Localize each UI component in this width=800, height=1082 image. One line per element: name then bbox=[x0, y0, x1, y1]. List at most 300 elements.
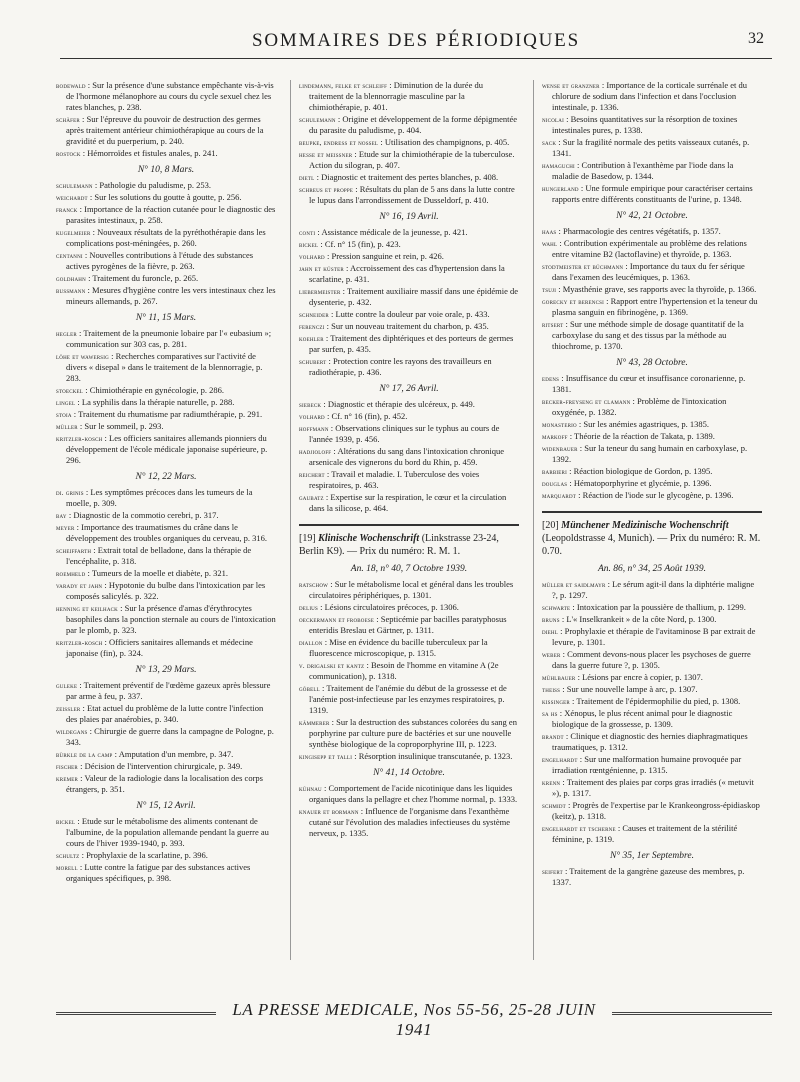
entry-separator: : bbox=[75, 816, 82, 826]
index-entry bbox=[299, 683, 519, 716]
entry-author: krenn bbox=[542, 778, 561, 787]
entry-author: theiss bbox=[542, 685, 561, 694]
index-entry bbox=[299, 660, 519, 682]
entry-author: schulemann bbox=[56, 181, 93, 190]
index-entry bbox=[299, 263, 519, 285]
journal-number: [19] bbox=[299, 533, 316, 544]
entry-text: Traitement du rhumatisme par radiumthérapie, p. 291. bbox=[78, 409, 263, 419]
column-middle bbox=[290, 80, 525, 960]
entry-author: edens bbox=[542, 374, 560, 383]
entry-author: meyer bbox=[56, 523, 75, 532]
index-entry bbox=[542, 419, 762, 430]
entry-separator: : bbox=[577, 443, 585, 453]
index-entry bbox=[56, 773, 276, 795]
index-entry bbox=[542, 261, 762, 283]
entry-text: Accroissement des cas d'hypertension dans la scarlatine, p. 431. bbox=[309, 263, 505, 284]
entry-author: hamaguchi bbox=[542, 161, 575, 170]
entry-author: centanni bbox=[56, 251, 83, 260]
index-entry bbox=[542, 490, 762, 501]
entry-author: kritzler-kosch bbox=[56, 638, 103, 647]
entry-text: Comment devons-nous placer les psychoses de guerre dans la guerre future ?, p. 1305. bbox=[552, 649, 751, 670]
entry-separator: : bbox=[77, 862, 85, 872]
index-entry bbox=[56, 850, 276, 861]
entry-author: hungerland bbox=[542, 184, 579, 193]
entry-separator: : bbox=[77, 761, 85, 771]
entry-author: stoeckel bbox=[56, 386, 84, 395]
entry-separator: : bbox=[326, 356, 334, 366]
entry-text: Chirurgie de guerre dans la campagne de Pologne, p. 343. bbox=[66, 726, 274, 747]
entry-author: weber bbox=[542, 650, 561, 659]
index-entry bbox=[56, 726, 276, 748]
entry-text: Sur la fragilité normale des petits vaisseaux cutanés, p. 1341. bbox=[552, 137, 750, 158]
entry-author: bickel bbox=[56, 817, 76, 826]
index-entry bbox=[56, 328, 276, 350]
entry-author: kingisepp et talli bbox=[299, 752, 353, 761]
entry-author: roemheld bbox=[56, 569, 86, 578]
entry-separator: : bbox=[343, 263, 351, 273]
entry-text: La syphilis dans la thérapie naturelle, p. 288. bbox=[81, 397, 235, 407]
footer-text: LA PRESSE MEDICALE, Nos 55-56, 25-28 JUIN 1941 bbox=[232, 1000, 596, 1039]
entry-author: oeckermann et froboese bbox=[299, 615, 375, 624]
entry-text: Diagnostic et thérapie des ulcéreux, p. 449. bbox=[327, 399, 475, 409]
entry-separator: : bbox=[82, 250, 90, 260]
index-entry bbox=[542, 731, 762, 753]
entry-text: Expertise sur la respiration, le cœur et la circulation dans la silicose, p. 464. bbox=[309, 492, 507, 513]
index-entry bbox=[542, 754, 762, 776]
entry-text: Comportement de l'acide nicotinique dans les liquides organiques dans la pellagre et chez l'homme normal, p. 1333. bbox=[309, 783, 518, 804]
column-right bbox=[533, 80, 768, 960]
entry-text: Les officiers sanitaires allemands pionniers du développement de l'école médicale japonaise supérieure, p. 296. bbox=[66, 433, 268, 465]
entry-separator: : bbox=[604, 296, 611, 306]
entry-author: widenbauer bbox=[542, 444, 578, 453]
entry-separator: : bbox=[560, 777, 567, 787]
entry-author: bruns bbox=[542, 615, 560, 624]
index-entry bbox=[542, 226, 762, 237]
entry-author: hegler bbox=[56, 329, 77, 338]
entry-author: reichert bbox=[299, 470, 325, 479]
entry-separator: : bbox=[90, 227, 98, 237]
index-entry bbox=[542, 160, 762, 182]
entry-text: Traitement de la pneumonie lobaire par l'« eubasium »; communication sur 303 cas, p. 281. bbox=[66, 328, 272, 349]
index-entry bbox=[56, 680, 276, 702]
index-entry bbox=[542, 296, 762, 318]
entry-author: varady et jahn bbox=[56, 581, 103, 590]
index-entry bbox=[56, 510, 276, 521]
issue-heading: N° 35, 1er Septembre. bbox=[610, 851, 694, 861]
page-title: SOMMAIRES DES PÉRIODIQUES bbox=[252, 30, 580, 51]
entry-author: wense et granzner bbox=[542, 81, 600, 90]
entry-author: schulemann bbox=[299, 115, 336, 124]
entry-text: Sur la teneur du sang humain en carboxylase, p. 1392. bbox=[552, 443, 748, 464]
index-entry bbox=[299, 602, 519, 613]
entry-text: Cf. n° 15 (fin), p. 423. bbox=[324, 239, 401, 249]
entry-text: Résorption insulinique transcutanée, p. 1323. bbox=[358, 751, 513, 761]
entry-text: Sur une malformation humaine provoquée par irradiation rœntgénienne, p. 1315. bbox=[552, 754, 742, 775]
entry-text: Etude sur la chimiothérapie de la tuberculose. Action du silogran, p. 407. bbox=[309, 149, 515, 170]
entry-author: stoia bbox=[56, 410, 72, 419]
index-entry bbox=[56, 703, 276, 725]
index-entry bbox=[542, 777, 762, 799]
entry-text: Sur une méthode simple de dosage quantitatif de la carboxylase du sang et des tissus par la méthode au thiochrome, p. 1370. bbox=[552, 319, 744, 351]
index-entry bbox=[299, 114, 519, 136]
entry-author: hadjioloff bbox=[299, 447, 332, 456]
entry-separator: : bbox=[576, 490, 583, 500]
index-entry bbox=[542, 478, 762, 489]
page-footer bbox=[56, 998, 772, 1039]
entry-separator: : bbox=[335, 114, 343, 124]
index-entry bbox=[299, 172, 519, 183]
entry-separator: : bbox=[76, 328, 84, 338]
index-entry bbox=[542, 672, 762, 683]
entry-text: Besoins quantitatives sur la résorption de toxines intestinales pures, p. 1338. bbox=[552, 114, 738, 135]
entry-text: Assistance médicale de la jeunesse, p. 421. bbox=[321, 227, 468, 237]
index-entry bbox=[299, 227, 519, 238]
index-entry bbox=[56, 180, 276, 191]
entry-text: Hémorroïdes et fistules anales, p. 241. bbox=[87, 148, 218, 158]
entry-separator: : bbox=[80, 703, 88, 713]
entry-separator: : bbox=[556, 284, 563, 294]
columns bbox=[56, 80, 768, 960]
entry-author: engelhardt bbox=[542, 755, 578, 764]
index-entry bbox=[542, 80, 762, 113]
entry-text: Observations cliniques sur le typhus au cours de l'année 1939, p. 456. bbox=[309, 423, 500, 444]
index-entry bbox=[542, 137, 762, 159]
entry-separator: : bbox=[578, 183, 586, 193]
index-entry bbox=[56, 568, 276, 579]
entry-author: schmidt bbox=[542, 801, 566, 810]
entry-separator: : bbox=[85, 285, 93, 295]
entry-separator: : bbox=[562, 866, 570, 876]
entry-text: Insuffisance du cœur et insuffisance coronarienne, p. 1381. bbox=[552, 373, 746, 394]
entry-separator: : bbox=[623, 261, 630, 271]
index-entry bbox=[542, 649, 762, 671]
index-entry bbox=[299, 806, 519, 839]
entry-separator: : bbox=[378, 137, 385, 147]
entry-separator: : bbox=[630, 396, 638, 406]
entry-separator: : bbox=[364, 660, 371, 670]
entry-separator: : bbox=[112, 749, 119, 759]
entry-text: Origine et développement de la forme dépigmentée du parasite du paludisme, p. 404. bbox=[309, 114, 518, 135]
entry-author: goldhahn bbox=[56, 274, 86, 283]
entry-text: Causes et traitement de la stérilité féminine, p. 1319. bbox=[552, 823, 738, 844]
index-entry bbox=[56, 522, 276, 544]
entry-author: sack bbox=[542, 138, 557, 147]
entry-text: Influence de l'organisme dans l'exanthème cutané sur l'évolution des maladies infectieuses du système nerveux, p. 1335. bbox=[309, 806, 510, 838]
entry-text: Traitement de l'anémie du début de la grossesse et de l'anémie post-infectieuse par les enzymes respiratoires, p. 1319. bbox=[309, 683, 507, 715]
entry-separator: : bbox=[557, 708, 565, 718]
entry-separator: : bbox=[323, 492, 331, 502]
index-entry bbox=[56, 148, 276, 159]
entry-separator: : bbox=[563, 731, 571, 741]
index-entry bbox=[56, 603, 276, 636]
index-entry bbox=[299, 783, 519, 805]
entry-separator: : bbox=[352, 751, 359, 761]
issue-heading: N° 43, 28 Octobre. bbox=[616, 358, 688, 368]
header-rule bbox=[60, 58, 772, 59]
entry-separator: : bbox=[566, 466, 574, 476]
index-entry bbox=[56, 114, 276, 147]
index-entry bbox=[542, 238, 762, 260]
entry-text: Sur la présence d'amas d'érythrocytes basophiles dans la ponction sternale au cours de l'intoxication par le plomb, p. 323. bbox=[66, 603, 276, 635]
entry-author: bussmann bbox=[56, 286, 86, 295]
entry-separator: : bbox=[358, 806, 366, 816]
entry-author: barbieri bbox=[542, 467, 567, 476]
entry-text: Hypotonie du bulbe dans l'intoxication par les composés salicylés. p. 322. bbox=[66, 580, 266, 601]
entry-author: kugelmeier bbox=[56, 228, 91, 237]
issue-heading: N° 42, 21 Octobre. bbox=[616, 211, 688, 221]
entry-separator: : bbox=[324, 411, 332, 421]
entry-author: müller et saidlmayr bbox=[542, 580, 606, 589]
issue-heading: N° 16, 19 Avril. bbox=[379, 212, 439, 222]
entry-author: bodewald bbox=[56, 81, 86, 90]
entry-separator: : bbox=[83, 487, 91, 497]
entry-separator: : bbox=[321, 783, 329, 793]
entry-author: volhard bbox=[299, 252, 325, 261]
entry-author: kissinger bbox=[542, 697, 570, 706]
entry-author: knauer et bormann bbox=[299, 807, 359, 816]
journal-name: Klinische Wochenschrift bbox=[318, 533, 420, 544]
entry-text: Importance du taux du fer sérique dans l'examen des leucémiques, p. 1363. bbox=[552, 261, 745, 282]
entry-text: L'« Inselkrankeit » de la côte Nord, p. 1300. bbox=[566, 614, 717, 624]
entry-author: müller bbox=[56, 422, 78, 431]
entry-separator: : bbox=[324, 251, 332, 261]
index-entry bbox=[56, 250, 276, 272]
issue-heading: An. 86, n° 34, 25 Août 1939. bbox=[597, 564, 707, 574]
entry-separator: : bbox=[599, 80, 607, 90]
entry-author: diallon bbox=[299, 638, 323, 647]
entry-text: Sur les anémies agastriques, p. 1385. bbox=[583, 419, 709, 429]
entry-separator: : bbox=[352, 149, 359, 159]
entry-text: Besoin de l'homme en vitamine A (2e communication), p. 1318. bbox=[309, 660, 499, 681]
entry-author: di. grinis bbox=[56, 488, 84, 497]
entry-separator: : bbox=[85, 568, 92, 578]
entry-separator: : bbox=[563, 114, 571, 124]
entry-author: ferenczi bbox=[299, 322, 325, 331]
entry-author: wahl bbox=[542, 239, 558, 248]
index-entry bbox=[56, 192, 276, 203]
index-entry bbox=[542, 800, 762, 822]
index-entry bbox=[56, 816, 276, 849]
index-entry bbox=[542, 602, 762, 613]
journal-number: [20] bbox=[542, 520, 559, 531]
entry-text: Protection contre les rayons des travailleurs en radiothérapie, p. 436. bbox=[309, 356, 492, 377]
entry-text: Traitement de l'épidermophilie du pied, p. 1308. bbox=[576, 696, 741, 706]
entry-author: schreus et proppe bbox=[299, 185, 354, 194]
entry-author: kämmerer bbox=[299, 718, 330, 727]
entry-author: hesse et meissner bbox=[299, 150, 353, 159]
entry-separator: : bbox=[77, 680, 84, 690]
index-entry bbox=[542, 114, 762, 136]
entry-author: tsuji bbox=[542, 285, 557, 294]
entry-author: guleke bbox=[56, 681, 78, 690]
entry-author: beupke, endress et nossel bbox=[299, 138, 379, 147]
entry-text: Sur le sommeil, p. 293. bbox=[84, 421, 164, 431]
entry-separator: : bbox=[315, 227, 322, 237]
journal-details: (Linkstrasse 23-24, Berlin K9). — Prix du numéro: R. M. 1. bbox=[299, 533, 499, 557]
index-entry bbox=[299, 184, 519, 206]
entry-text: Pathologie du paludisme, p. 253. bbox=[99, 180, 212, 190]
entry-text: Sur un nouveau traitement du charbon, p. 435. bbox=[331, 321, 489, 331]
entry-text: Sur l'épreuve du pouvoir de destruction des germes après traitement antérieur chimiothérapique au cours de la gravidité et du puerperium, p. 240. bbox=[66, 114, 264, 146]
entry-separator: : bbox=[92, 180, 100, 190]
issue-heading: An. 18, n° 40, 7 Octobre 1939. bbox=[350, 564, 468, 574]
entry-separator: : bbox=[328, 309, 336, 319]
entry-separator: : bbox=[102, 637, 110, 647]
entry-separator: : bbox=[615, 823, 623, 833]
entry-text: Importance de la réaction cutanée pour le diagnostic des parasites intestinaux, p. 258. bbox=[66, 204, 276, 225]
entry-separator: : bbox=[87, 726, 95, 736]
entry-separator: : bbox=[319, 683, 327, 693]
entry-separator: : bbox=[605, 579, 613, 589]
entry-author: bay bbox=[56, 511, 67, 520]
entry-author: bürkle de la camp bbox=[56, 750, 113, 759]
entry-author: volhard bbox=[299, 412, 325, 421]
entry-separator: : bbox=[563, 319, 571, 329]
entry-separator: : bbox=[559, 373, 566, 383]
entry-author: schneider bbox=[299, 310, 329, 319]
entry-text: Réaction biologique de Gordon, p. 1395. bbox=[573, 466, 713, 476]
entry-separator: : bbox=[328, 579, 335, 589]
entry-text: Lésions circulatoires précoces, p. 1306. bbox=[324, 602, 459, 612]
entry-author: schäfer bbox=[56, 115, 80, 124]
entry-text: Importance des traumatismes du crâne dans le développement des troubles organiques du cerveau, p. 316. bbox=[66, 522, 267, 543]
index-entry bbox=[56, 421, 276, 432]
entry-author: henning et keilhack bbox=[56, 604, 118, 613]
entry-text: Tumeurs de la moelle et diabète, p. 321. bbox=[91, 568, 228, 578]
entry-author: rostock bbox=[56, 149, 81, 158]
entry-author: franck bbox=[56, 205, 78, 214]
entry-text: Lutte contre la fatigue par des substances actives organiques spécifiques, p. 398. bbox=[66, 862, 251, 883]
entry-text: Extrait total de belladone, dans la thérapie de l'encéphalite, p. 318. bbox=[66, 545, 252, 566]
issue-heading: N° 41, 14 Octobre. bbox=[373, 768, 445, 778]
entry-text: Les symptômes précoces dans les tumeurs de la moelle, p. 309. bbox=[66, 487, 253, 508]
entry-separator: : bbox=[324, 321, 332, 331]
entry-text: Sur la destruction des substances colorées du sang en porphyrine par culture pure de bactéries et sur une nouvelle synthèse biologique de la coproporphyrine III, p. 1223. bbox=[309, 717, 517, 749]
entry-separator: : bbox=[108, 351, 116, 361]
journal-name: Münchener Medizinische Wochenschrift bbox=[561, 520, 729, 531]
issue-heading: N° 15, 12 Avril. bbox=[136, 801, 196, 811]
index-entry bbox=[299, 411, 519, 422]
index-entry bbox=[299, 309, 519, 320]
footer-rule-left bbox=[56, 1012, 216, 1015]
footer-rule-right bbox=[612, 1012, 772, 1015]
entry-author: becker-freyseng et clamann bbox=[542, 397, 631, 406]
index-entry bbox=[56, 761, 276, 772]
entry-separator: : bbox=[328, 423, 336, 433]
entry-text: Réaction de l'iode sur le glycogène, p. 1396. bbox=[582, 490, 734, 500]
entry-text: Cf. n° 16 (fin), p. 452. bbox=[331, 411, 408, 421]
entry-author: schwarte bbox=[542, 603, 571, 612]
index-entry bbox=[299, 251, 519, 262]
entry-separator: : bbox=[374, 614, 381, 624]
entry-text: Valeur de la radiologie dans la localisation des corps étrangers, p. 351. bbox=[66, 773, 263, 794]
entry-text: Traitement auxiliaire massif dans une épidémie de dysenterie, p. 432. bbox=[309, 286, 519, 307]
index-entry bbox=[299, 399, 519, 410]
entry-separator: : bbox=[353, 184, 360, 194]
entry-text: Décision de l'intervention chirurgicale, p. 349. bbox=[84, 761, 243, 771]
entry-separator: : bbox=[558, 626, 565, 636]
entry-author: lingel bbox=[56, 398, 76, 407]
entry-separator: : bbox=[79, 850, 87, 860]
index-entry bbox=[542, 396, 762, 418]
entry-text: Sur le métabolisme local et général dans les troubles circulatoires périphériques, p. 1301. bbox=[309, 579, 514, 600]
entry-author: sa hs bbox=[542, 709, 558, 718]
entry-text: Diagnostic de la commotio cerebri, p. 317. bbox=[73, 510, 219, 520]
index-entry bbox=[299, 579, 519, 601]
entry-author: seifert bbox=[542, 867, 563, 876]
entry-text: Contribution à l'exanthème par l'iode dans la maladie de Basedow, p. 1344. bbox=[552, 160, 734, 181]
index-entry bbox=[299, 333, 519, 355]
entry-separator: : bbox=[570, 602, 577, 612]
entry-separator: : bbox=[556, 226, 564, 236]
index-entry bbox=[542, 626, 762, 648]
entry-separator: : bbox=[569, 696, 577, 706]
index-entry bbox=[56, 487, 276, 509]
entry-separator: : bbox=[318, 239, 325, 249]
entry-author: hoffmann bbox=[299, 424, 329, 433]
index-entry bbox=[56, 409, 276, 420]
index-entry bbox=[542, 183, 762, 205]
entry-text: Etude sur le métabolisme des aliments contenant de l'albumine, de la population allemande pendant la guerre au cours de l'hiver 1939-1940, p. 393. bbox=[66, 816, 269, 848]
index-entry bbox=[56, 204, 276, 226]
entry-text: Sur les solutions du goutte à goutte, p. 256. bbox=[94, 192, 242, 202]
entry-separator: : bbox=[117, 603, 125, 613]
page-number: 32 bbox=[748, 30, 764, 47]
index-entry bbox=[56, 433, 276, 466]
entry-author: ratschow bbox=[299, 580, 329, 589]
index-entry bbox=[299, 614, 519, 636]
index-entry bbox=[542, 823, 762, 845]
entry-text: Officiers sanitaires allemands et médecine japonaise (fin), p. 324. bbox=[66, 637, 253, 658]
index-entry bbox=[299, 80, 519, 113]
entry-separator: : bbox=[340, 286, 347, 296]
index-entry bbox=[299, 149, 519, 171]
index-entry bbox=[542, 866, 762, 888]
journal-heading bbox=[542, 511, 762, 558]
entry-text: Traitement de la gangrène gazeuse des membres, p. 1337. bbox=[552, 866, 745, 887]
entry-author: stodtmeister et büchmann bbox=[542, 262, 624, 271]
column-left bbox=[56, 80, 282, 960]
entry-author: liebermeister bbox=[299, 287, 341, 296]
entry-author: bickel bbox=[299, 240, 319, 249]
index-entry bbox=[299, 637, 519, 659]
index-entry bbox=[542, 373, 762, 395]
entry-author: monasterio bbox=[542, 420, 577, 429]
entry-author: haas bbox=[542, 227, 557, 236]
entry-separator: : bbox=[77, 204, 85, 214]
entry-author: mühlbauer bbox=[542, 673, 576, 682]
entry-separator: : bbox=[91, 545, 98, 555]
entry-text: Traitement du furoncle, p. 265. bbox=[92, 273, 199, 283]
entry-text: Prophylaxie de la scarlatine, p. 396. bbox=[86, 850, 208, 860]
entry-separator: : bbox=[560, 684, 567, 694]
index-entry bbox=[299, 492, 519, 514]
entry-author: kremer bbox=[56, 774, 79, 783]
index-entry bbox=[542, 708, 762, 730]
entry-text: Traitement des plaies par corps gras irradiés (« metuvit »), p. 1317. bbox=[552, 777, 754, 798]
index-entry bbox=[542, 284, 762, 295]
entry-text: Traitement préventif de l'œdème gazeux après blessure par arme à feu, p. 337. bbox=[66, 680, 271, 701]
entry-author: douglas bbox=[542, 479, 568, 488]
entry-author: ritsert bbox=[542, 320, 564, 329]
entry-author: wildegans bbox=[56, 727, 88, 736]
entry-text: Le sérum agit-il dans la diphtérie maligne ?, p. 1297. bbox=[552, 579, 755, 600]
entry-separator: : bbox=[577, 754, 585, 764]
entry-text: Amputation d'un membre, p. 347. bbox=[118, 749, 234, 759]
entry-author: delius bbox=[299, 603, 318, 612]
entry-text: Théorie de la réaction de Takata, p. 1389. bbox=[574, 431, 715, 441]
entry-author: engelhardt et tscherne bbox=[542, 824, 616, 833]
